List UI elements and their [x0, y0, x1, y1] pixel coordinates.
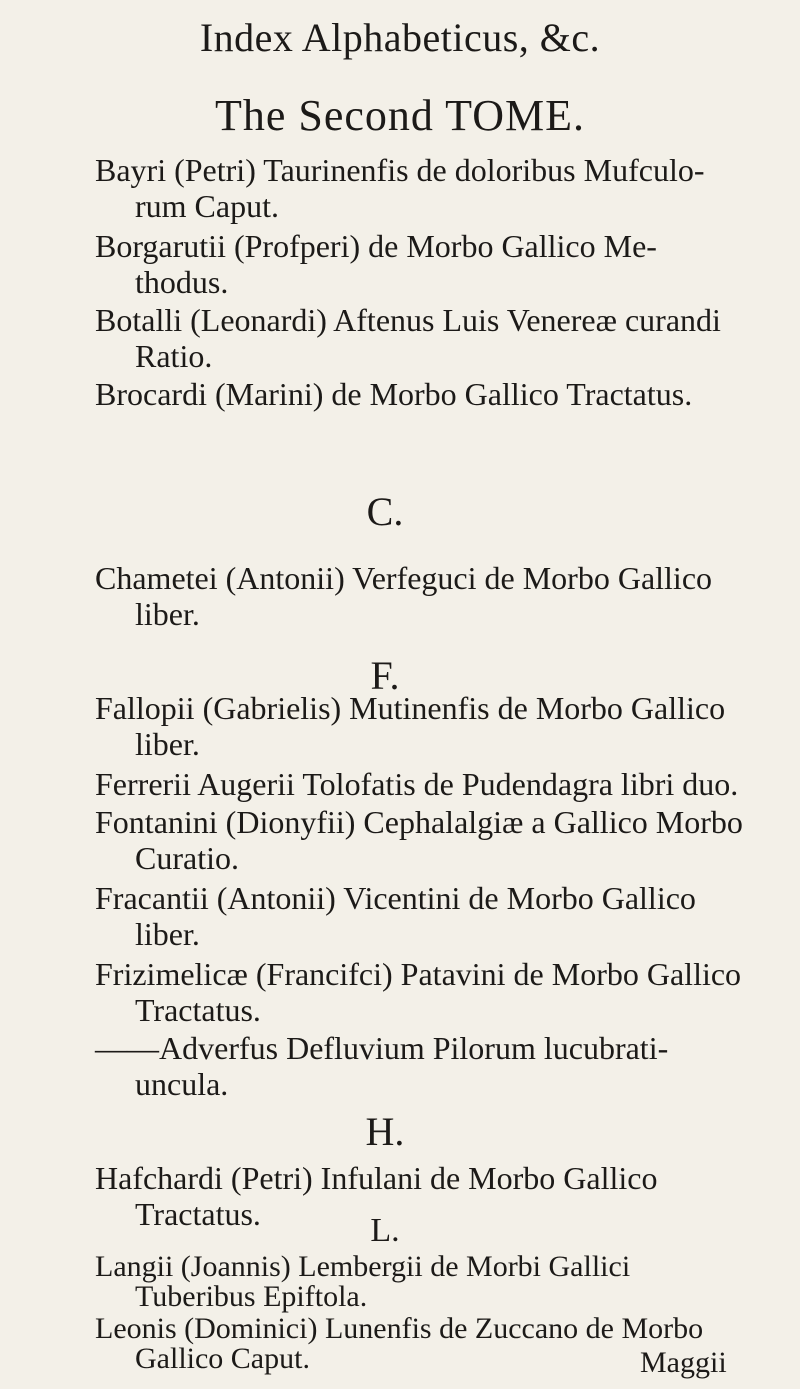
catchword: Maggii [640, 1346, 727, 1379]
index-entry: Frizimelicæ (Francifci) Patavini de Morbo Gallico Tractatus. [95, 956, 742, 1028]
index-entry: Brocardi (Marini) de Morbo Gallico Tractatus. [95, 376, 693, 412]
index-entry: ——Adverfus Defluvium Pilorum lucubrati- uncula. [95, 1030, 669, 1102]
index-entry: Leonis (Dominici) Lunenfis de Zuccano de Morbo Gallico Caput. [95, 1312, 704, 1375]
letter-heading-f: F. [370, 653, 400, 698]
running-title: Index Alphabeticus, &c. [199, 15, 601, 60]
index-entry: Langii (Joannis) Lembergii de Morbi Gallici Tuberibus Epiftola. [95, 1250, 631, 1313]
index-entry: Chametei (Antonii) Verfeguci de Morbo Gallico liber. [95, 560, 713, 632]
letter-heading-l: L. [370, 1212, 400, 1249]
letter-heading-c: C. [366, 489, 404, 534]
section-title: The Second TOME. [215, 91, 585, 140]
index-entry: Bayri (Petri) Taurinenfis de doloribus Mufculo- rum Caput. [95, 152, 705, 224]
letter-heading-h: H. [365, 1109, 405, 1154]
index-entry: Botalli (Leonardi) Aftenus Luis Venereæ curandi Ratio. [95, 302, 721, 374]
index-entry: Hafchardi (Petri) Infulani de Morbo Gallico Tractatus. [95, 1160, 658, 1232]
index-entry: Fracantii (Antonii) Vicentini de Morbo Gallico liber. [95, 880, 696, 952]
index-entry: Borgarutii (Profperi) de Morbo Gallico Me- thodus. [95, 228, 657, 300]
index-entry: Ferrerii Augerii Tolofatis de Pudendagra libri duo. [95, 766, 739, 802]
index-entry: Fallopii (Gabrielis) Mutinenfis de Morbo Gallico liber. [95, 690, 726, 762]
index-entry: Fontanini (Dionyfii) Cephalalgiæ a Gallico Morbo Curatio. [95, 804, 743, 876]
